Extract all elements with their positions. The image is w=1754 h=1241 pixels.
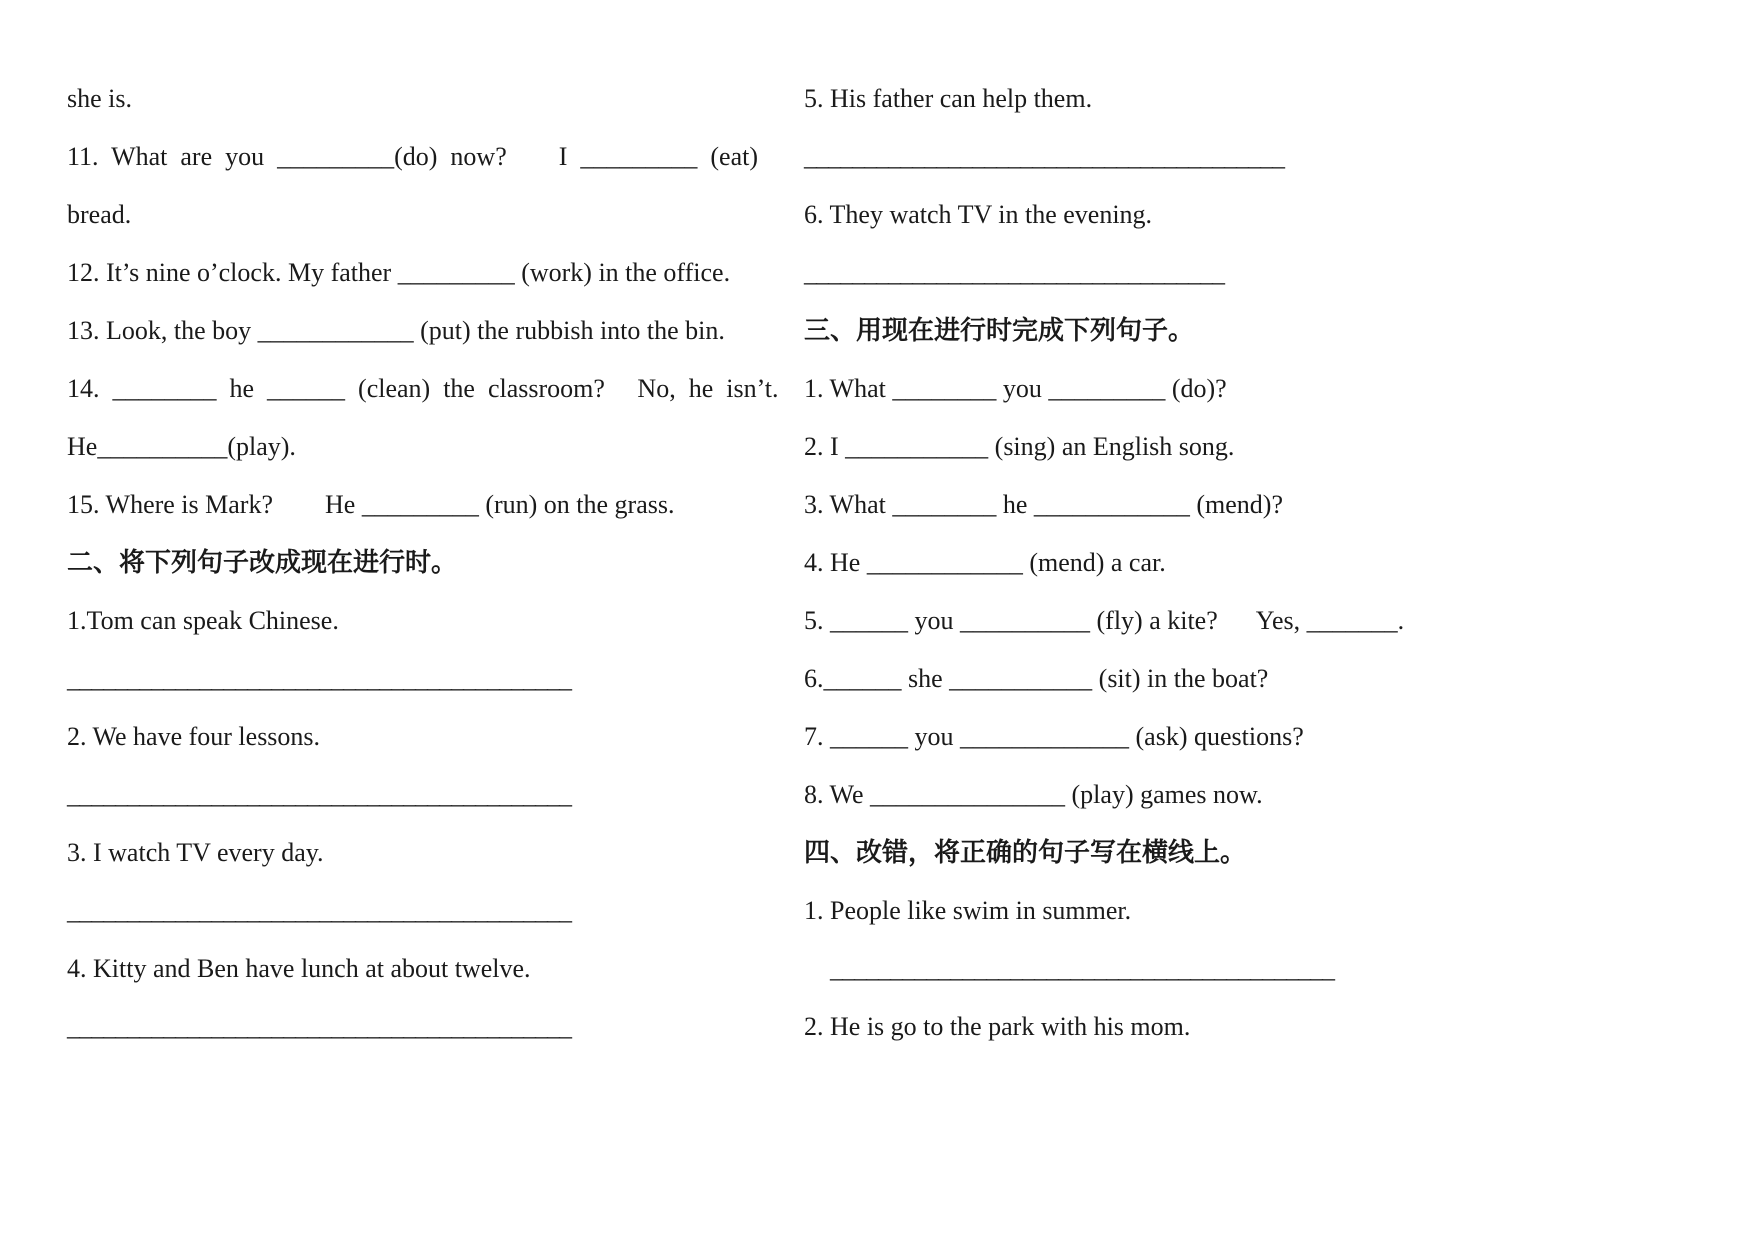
section-3-item-5: 5. ______ you __________ (fly) a kite? Yes, _______. — [804, 606, 1405, 635]
question-14: 14. ________ he ______ (clean) the classroom? No, he isn’t. — [67, 374, 779, 403]
section-2-item-2: 2. We have four lessons. — [67, 722, 321, 751]
answer-line: __________________________________________ — [830, 954, 1334, 983]
section-2-item-4: 4. Kitty and Ben have lunch at about twelve. — [67, 954, 531, 983]
section-3-item-6: 6.______ she ___________ (sit) in the boat? — [804, 664, 1269, 693]
section-3-item-7: 7. ______ you _____________ (ask) questions? — [804, 722, 1304, 751]
answer-line: __________________________________________ — [67, 896, 571, 925]
section-4-item-1: 1. People like swim in summer. — [804, 896, 1132, 925]
text-line: she is. — [67, 84, 132, 113]
section-3-item-1: 1. What ________ you _________ (do)? — [804, 374, 1227, 403]
text-line: He__________(play). — [67, 432, 296, 461]
section-2-item-5: 5. His father can help them. — [804, 84, 1093, 113]
section-2-item-1: 1.Tom can speak Chinese. — [67, 606, 339, 635]
answer-line: __________________________________________ — [67, 780, 571, 809]
answer-line: ________________________________________ — [804, 142, 1284, 171]
answer-line: __________________________________________ — [67, 664, 571, 693]
section-3-item-2: 2. I ___________ (sing) an English song. — [804, 432, 1235, 461]
section-2-item-6: 6. They watch TV in the evening. — [804, 200, 1153, 229]
section-2-item-3: 3. I watch TV every day. — [67, 838, 324, 867]
question-11: 11. What are you _________(do) now? I _________ (eat) — [67, 142, 759, 171]
question-12: 12. It’s nine o’clock. My father _________ (work) in the office. — [67, 258, 731, 287]
section-3-item-8: 8. We _______________ (play) games now. — [804, 780, 1263, 809]
section-4-heading: 四、改错，将正确的句子写在横线上。 — [804, 838, 1247, 868]
section-4-item-2: 2. He is go to the park with his mom. — [804, 1012, 1191, 1041]
section-3-item-3: 3. What ________ he ____________ (mend)? — [804, 490, 1283, 519]
section-3-item-4: 4. He ____________ (mend) a car. — [804, 548, 1166, 577]
question-15: 15. Where is Mark? He _________ (run) on the grass. — [67, 490, 675, 519]
answer-line: ___________________________________ — [804, 258, 1224, 287]
question-13: 13. Look, the boy ____________ (put) the rubbish into the bin. — [67, 316, 725, 345]
section-2-heading: 二、将下列句子改成现在进行时。 — [67, 548, 458, 578]
answer-line: __________________________________________ — [67, 1012, 571, 1041]
text-line: bread. — [67, 200, 132, 229]
section-3-heading: 三、用现在进行时完成下列句子。 — [804, 316, 1195, 346]
